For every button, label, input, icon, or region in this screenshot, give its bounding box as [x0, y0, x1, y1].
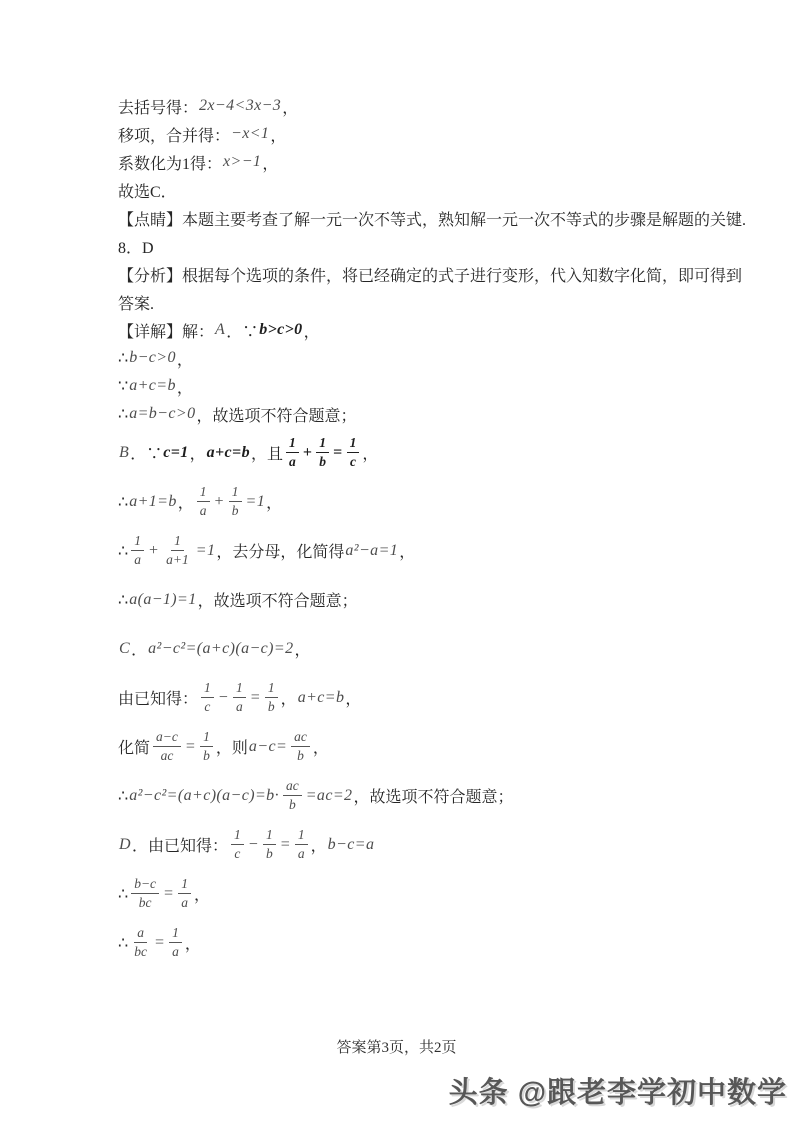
fraction-denominator: a — [172, 944, 179, 959]
fraction-numerator: 1 — [229, 484, 242, 502]
doc-line — [118, 316, 688, 344]
text-run: ，故选项不符合题意； — [196, 407, 357, 425]
solution-content — [118, 92, 747, 967]
fraction-denominator: a — [181, 895, 188, 910]
text-run: ， — [270, 127, 287, 145]
fraction-numerator: 1 — [316, 435, 329, 453]
text-run: 去括号得： — [118, 99, 199, 117]
doc-line — [118, 771, 688, 820]
text-run: ． — [131, 642, 148, 659]
fraction-numerator: 1 — [286, 435, 299, 453]
fraction — [231, 827, 244, 861]
math-run: a+1=b — [129, 492, 177, 510]
math-run: =1 — [245, 492, 266, 510]
fraction-numerator: 1 — [347, 435, 360, 453]
fraction — [169, 925, 182, 959]
math-run: c=1 — [163, 443, 189, 461]
doc-line — [118, 120, 688, 148]
text-run: ， — [262, 155, 279, 173]
fraction-denominator: b — [231, 503, 239, 518]
fraction-denominator: b — [288, 797, 296, 812]
math-run: =ac=2 — [305, 786, 353, 804]
math-run: − — [217, 688, 229, 706]
fraction-denominator: c — [204, 699, 211, 714]
fraction-denominator: c — [234, 846, 241, 861]
text-run: ， — [294, 642, 311, 659]
fraction-numerator: 1 — [295, 827, 308, 845]
math-run: B — [119, 443, 130, 461]
text-run: ，则 — [215, 740, 248, 757]
doc-line — [118, 92, 688, 120]
doc-line — [118, 204, 747, 232]
fraction — [131, 876, 159, 910]
math-run: a+c=b — [206, 443, 250, 461]
text-run: ， — [176, 351, 193, 369]
math-run: 2x−4<3x−3 — [199, 97, 282, 114]
doc-line — [118, 624, 688, 673]
fraction-denominator: b — [265, 846, 273, 861]
fraction — [200, 729, 213, 763]
text-run: ， — [177, 495, 194, 512]
text-run: ，且 — [250, 446, 283, 463]
fraction — [178, 876, 191, 910]
math-run: = — [153, 933, 166, 951]
fraction-numerator: 1 — [265, 680, 278, 698]
fraction-numerator: 1 — [197, 484, 210, 502]
math-run: = — [279, 835, 291, 853]
text-run: 系数化为1得： — [118, 155, 223, 173]
math-run: a(a−1)=1 — [129, 590, 197, 608]
math-run: = — [163, 884, 175, 902]
doc-line — [118, 344, 688, 372]
fraction-numerator: 1 — [200, 729, 213, 747]
doc-line — [118, 722, 688, 771]
fraction-numerator: 1 — [131, 533, 144, 551]
text-run: ， — [399, 544, 416, 561]
fraction — [316, 435, 329, 469]
fraction-denominator: a — [199, 503, 207, 518]
fraction-denominator: a — [235, 699, 243, 714]
text-run: ∴ — [118, 934, 129, 952]
math-run: A — [215, 321, 226, 338]
fraction — [286, 435, 299, 469]
fraction-numerator: ac — [283, 778, 302, 796]
text-run: 答案. — [118, 295, 155, 313]
fraction — [197, 484, 210, 518]
math-run: b−c=a — [327, 835, 375, 853]
fraction — [283, 778, 302, 812]
math-run: a²−a=1 — [345, 541, 399, 559]
fraction-numerator: a — [134, 925, 147, 943]
fraction — [263, 827, 276, 861]
fraction-denominator: b — [267, 699, 275, 714]
text-run: ．∵ — [226, 323, 259, 341]
fraction-denominator: ac — [160, 748, 174, 763]
fraction — [153, 729, 181, 763]
doc-line — [118, 400, 688, 428]
text-run: ， — [310, 838, 327, 855]
fraction — [163, 533, 192, 567]
text-run: ，故选项不符合题意； — [197, 593, 358, 610]
doc-line — [118, 428, 688, 477]
fraction-numerator: b−c — [131, 876, 159, 894]
fraction — [201, 680, 214, 714]
watermark: 头条 @跟老李学初中数学 — [448, 1077, 787, 1109]
text-run: ， — [312, 740, 329, 757]
text-run: ，去分母，化简得 — [216, 544, 345, 561]
fraction — [131, 533, 144, 567]
doc-line — [118, 575, 688, 624]
text-run: ， — [194, 887, 211, 904]
fraction-denominator: a — [134, 552, 141, 567]
text-run: ，故选项不符合题意； — [353, 789, 514, 806]
text-run: ．由已知得： — [131, 838, 228, 855]
math-run: C — [119, 639, 131, 657]
doc-line — [118, 176, 688, 204]
text-run: ， — [362, 446, 379, 463]
text-run: 【点睛】本题主要考查了解一元一次不等式，熟知解一元一次不等式的步骤是解题的关键. — [118, 211, 747, 229]
fraction — [233, 680, 246, 714]
text-run: ∴ — [118, 350, 129, 367]
text-run: ， — [266, 495, 283, 512]
text-run: ∴ — [118, 885, 129, 903]
text-run: 【详解】解： — [118, 323, 215, 341]
fraction-numerator: 1 — [263, 827, 276, 845]
text-run: ∴ — [118, 493, 129, 511]
fraction-denominator: b — [319, 454, 327, 469]
fraction-numerator: ac — [291, 729, 310, 747]
text-run: 由已知得： — [118, 691, 199, 708]
doc-line — [118, 148, 688, 176]
fraction — [229, 484, 242, 518]
fraction-numerator: 1 — [169, 925, 182, 943]
math-run: + — [213, 492, 225, 510]
fraction-denominator: a+1 — [166, 552, 189, 567]
math-run: + — [147, 541, 160, 559]
math-run: a²−c²=(a+c)(a−c)=2 — [148, 639, 294, 657]
text-run: ．∵ — [130, 446, 163, 463]
math-run: D — [119, 835, 131, 853]
math-run: a+c=b — [297, 688, 345, 706]
math-run: b>c>0 — [259, 321, 303, 338]
math-run: a+c=b — [129, 377, 176, 394]
text-run: ， — [345, 691, 362, 708]
fraction-numerator: 1 — [231, 827, 244, 845]
doc-line — [118, 869, 688, 918]
text-run: ， — [303, 323, 320, 341]
math-run: − — [247, 835, 259, 853]
fraction-numerator: 1 — [178, 876, 191, 894]
text-run: ∴ — [118, 787, 129, 805]
math-run: = — [249, 688, 261, 706]
text-run: 8．D — [118, 239, 154, 257]
doc-line — [118, 673, 688, 722]
text-run: ∴ — [118, 591, 129, 609]
math-run: a−c= — [248, 737, 288, 755]
math-run: x>−1 — [223, 153, 262, 170]
text-run: 移项，合并得： — [118, 127, 231, 145]
fraction-numerator: 1 — [171, 533, 184, 551]
math-run: −x<1 — [231, 125, 270, 142]
fraction-denominator: bc — [134, 944, 147, 959]
fraction — [131, 925, 150, 959]
text-run: 化简 — [118, 740, 151, 757]
math-run: + — [302, 443, 313, 461]
math-run: a²−c²=(a+c)(a−c)=b· — [129, 786, 279, 804]
text-run: ∴ — [118, 406, 129, 423]
doc-line — [118, 820, 688, 869]
math-run: a=b−c>0 — [129, 405, 196, 422]
fraction-denominator: a — [289, 454, 296, 469]
text-run: ， — [189, 446, 206, 463]
doc-line — [118, 372, 688, 400]
math-run: = — [184, 737, 197, 755]
fraction-numerator: a−c — [153, 729, 181, 747]
doc-line — [118, 288, 688, 316]
fraction-denominator: b — [297, 748, 304, 763]
fraction-denominator: a — [297, 846, 305, 861]
fraction-numerator: 1 — [201, 680, 214, 698]
page-footer: 答案第3页，共2页 — [336, 1040, 457, 1056]
text-run: ∴ — [118, 542, 129, 560]
fraction — [291, 729, 310, 763]
math-run: b−c>0 — [129, 349, 176, 366]
fraction-denominator: bc — [138, 895, 152, 910]
text-run: 【分析】根据每个选项的条件，将已经确定的式子进行变形，代入知数字化简，即可得到 — [118, 267, 743, 285]
fraction — [347, 435, 360, 469]
text-run: ∵ — [118, 378, 129, 395]
text-run: ， — [280, 691, 297, 708]
text-run: ， — [184, 936, 201, 953]
doc-line — [118, 232, 688, 260]
text-run: 故选C． — [118, 183, 177, 201]
fraction-numerator: 1 — [233, 680, 246, 698]
math-run: =1 — [195, 541, 216, 559]
fraction-denominator: b — [203, 748, 210, 763]
fraction — [265, 680, 278, 714]
fraction-denominator: c — [349, 454, 356, 469]
fraction — [295, 827, 308, 861]
doc-line — [118, 260, 743, 288]
doc-line — [118, 918, 688, 967]
doc-line — [118, 477, 688, 526]
text-run: ， — [282, 99, 299, 117]
text-run: ， — [176, 379, 193, 397]
math-run: = — [333, 443, 343, 461]
doc-line — [118, 526, 688, 575]
